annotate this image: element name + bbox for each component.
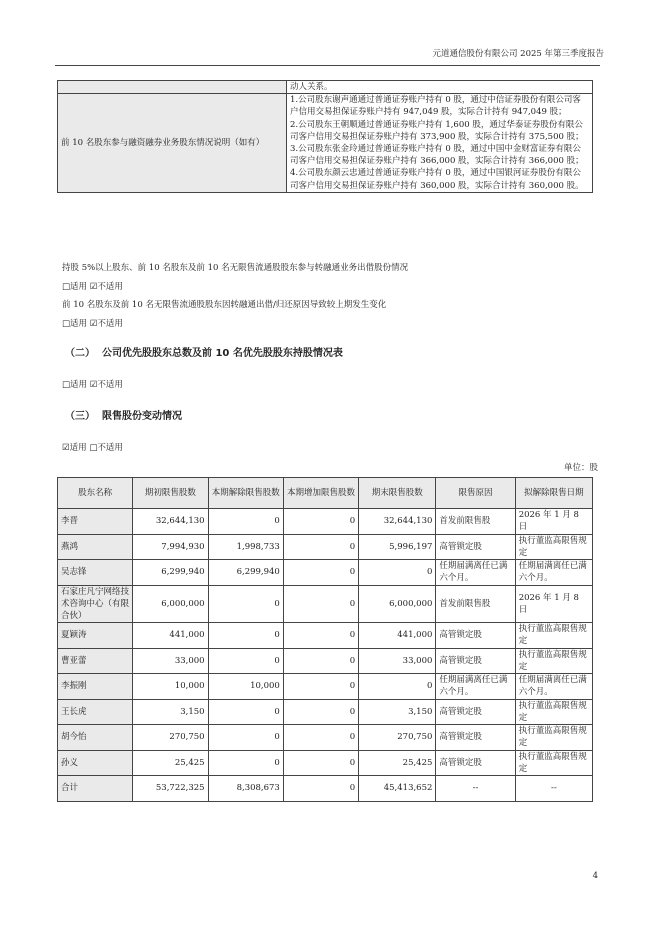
table-cell: 0 <box>208 750 283 776</box>
table-cell: 0 <box>208 725 283 751</box>
table-cell: 执行董监高限售规定 <box>515 750 592 776</box>
column-header: 期初限售股数 <box>133 478 208 509</box>
table-row <box>58 623 593 649</box>
table-cell: 33,000 <box>359 648 436 674</box>
shareholder-name: 石家庄凡宁网络技术咨询中心（有限合伙） <box>58 585 133 623</box>
table-cell: 首发前限售股 <box>436 585 515 623</box>
table-cell: 0 <box>283 674 358 700</box>
table-cell: 2026 年 1 月 8 日 <box>515 509 592 535</box>
table-cell: 高管锁定股 <box>436 623 515 649</box>
shareholder-name: 李振刚 <box>58 674 133 700</box>
shareholder-name: 王长虎 <box>58 699 133 725</box>
column-header: 拟解除限售日期 <box>515 478 592 509</box>
table-cell: 0 <box>283 648 358 674</box>
table-cell: 0 <box>283 750 358 776</box>
table-cell: 25,425 <box>133 750 208 776</box>
table-row <box>58 534 593 560</box>
column-header: 本期增加限售股数 <box>283 478 358 509</box>
table-cell: 高管锁定股 <box>436 750 515 776</box>
total-label: 合计 <box>58 776 133 802</box>
table-cell: 执行董监高限售规定 <box>515 699 592 725</box>
table-cell: 1,998,733 <box>208 534 283 560</box>
table-cell: 任期届满离任已满六个月。 <box>515 560 592 586</box>
section-number: （二） <box>65 348 95 359</box>
table-row <box>58 81 593 94</box>
table-cell: 高管锁定股 <box>436 648 515 674</box>
column-header: 股东名称 <box>58 478 133 509</box>
table-cell: 53,722,325 <box>133 776 208 802</box>
table-cell: 首发前限售股 <box>436 509 515 535</box>
page-number: 4 <box>592 870 598 881</box>
table-cell: 0 <box>283 534 358 560</box>
shareholder-name: 李晋 <box>58 509 133 535</box>
table-cell: 7,994,930 <box>133 534 208 560</box>
paragraph: 持股 5%以上股东、前 10 名股东及前 10 名无限售流通股股东参与转融通业务出借股份情况 <box>62 263 409 273</box>
table-cell: 0 <box>208 509 283 535</box>
section-heading <box>65 411 182 423</box>
table-header-row <box>58 478 593 509</box>
table-cell: 32,644,130 <box>359 509 436 535</box>
table-cell: 任期届满离任已满六个月。 <box>436 674 515 700</box>
paragraph: 前 10 名股东及前 10 名无限售流通股股东因转融通出借/归还原因导致较上期发生变化 <box>62 300 387 310</box>
checkbox-line: □适用 ☑不适用 <box>62 282 123 292</box>
table-cell: 0 <box>283 509 358 535</box>
table-cell: 0 <box>208 623 283 649</box>
margin-trading-table <box>57 80 593 193</box>
checkbox-line: □适用 ☑不适用 <box>62 319 123 329</box>
shareholder-name: 胡今怡 <box>58 725 133 751</box>
table-cell: 0 <box>283 560 358 586</box>
table-cell: 动人关系。 <box>287 81 593 94</box>
table-cell: 执行董监高限售规定 <box>515 623 592 649</box>
report-header-title: 元道通信股份有限公司 2025 年第三季度报告 <box>432 49 604 59</box>
table-row <box>58 648 593 674</box>
table-cell: 441,000 <box>359 623 436 649</box>
unit-label: 单位：股 <box>563 463 598 473</box>
table-cell: 270,750 <box>359 725 436 751</box>
table-cell: 高管锁定股 <box>436 699 515 725</box>
shareholder-name: 吴志锋 <box>58 560 133 586</box>
table-cell: 45,413,652 <box>359 776 436 802</box>
list-item: 1.公司股东谢声通通过普通证券账户持有 0 股，通过中信证券股份有限公司客户信用交易担保证券账户持有 947,049 股，实际合计持有 947,049 股； <box>290 95 581 118</box>
shareholder-name: 曹亚蕾 <box>58 648 133 674</box>
checkbox-line: ☑适用 □不适用 <box>62 443 123 453</box>
table-cell: 2026 年 1 月 8 日 <box>515 585 592 623</box>
section-title: 公司优先股股东总数及前 10 名优先股股东持股情况表 <box>101 348 343 359</box>
table-cell: 0 <box>208 648 283 674</box>
table-cell: 0 <box>283 725 358 751</box>
table-row <box>58 750 593 776</box>
table-cell: 0 <box>283 623 358 649</box>
table-cell: 6,000,000 <box>359 585 436 623</box>
table-cell: 0 <box>283 585 358 623</box>
table-cell: 25,425 <box>359 750 436 776</box>
table-cell: 0 <box>359 560 436 586</box>
table-cell: 33,000 <box>133 648 208 674</box>
list-item: 4.公司股东颜云忠通过普通证券账户持有 0 股，通过中国银河证券股份有限公司客户信用交易担保证券账户持有 360,000 股，实际合计持有 360,000 股。 <box>290 168 584 191</box>
table-row <box>58 509 593 535</box>
table-row <box>58 585 593 623</box>
table-row <box>58 674 593 700</box>
table-cell: 6,299,940 <box>208 560 283 586</box>
table-cell: 270,750 <box>133 725 208 751</box>
row-label: 前 10 名股东参与融资融券业务股东情况说明（如有） <box>58 94 287 193</box>
table-cell <box>58 81 287 94</box>
table-cell: 执行董监高限售规定 <box>515 725 592 751</box>
total-row <box>58 776 593 802</box>
table-cell: 高管锁定股 <box>436 725 515 751</box>
section-title: 限售股份变动情况 <box>101 411 182 422</box>
table-cell: 任期届满离任已满六个月。 <box>436 560 515 586</box>
section-heading <box>65 348 343 360</box>
shareholder-name: 夏颖涛 <box>58 623 133 649</box>
header-divider <box>55 65 600 66</box>
table-cell: 441,000 <box>133 623 208 649</box>
table-cell: 任期届满离任已满六个月。 <box>515 674 592 700</box>
section-number: （三） <box>65 411 95 422</box>
table-cell: 执行董监高限售规定 <box>515 648 592 674</box>
table-cell: 10,000 <box>133 674 208 700</box>
table-cell: 执行董监高限售规定 <box>515 534 592 560</box>
table-row <box>58 94 593 193</box>
column-header: 限售原因 <box>436 478 515 509</box>
row-content <box>287 94 593 193</box>
restricted-shares-table <box>57 477 593 802</box>
column-header: 本期解除限售股数 <box>208 478 283 509</box>
checkbox-line: □适用 ☑不适用 <box>62 380 123 390</box>
table-cell: 6,299,940 <box>133 560 208 586</box>
table-row <box>58 725 593 751</box>
shareholder-name: 燕鸿 <box>58 534 133 560</box>
table-cell: 3,150 <box>359 699 436 725</box>
column-header: 期末限售股数 <box>359 478 436 509</box>
list-item: 2.公司股东王朝顺通过普通证券账户持有 1,600 股，通过华泰证券股份有限公司客户信用交易担保证券账户持有 373,900 股，实际合计持有 375,500 股； <box>290 119 584 142</box>
table-cell: 32,644,130 <box>133 509 208 535</box>
table-cell: 5,996,197 <box>359 534 436 560</box>
table-cell: -- <box>436 776 515 802</box>
table-cell: 6,000,000 <box>133 585 208 623</box>
table-row <box>58 560 593 586</box>
table-cell: 0 <box>359 674 436 700</box>
table-cell: 0 <box>283 699 358 725</box>
table-cell: -- <box>515 776 592 802</box>
table-cell: 0 <box>208 699 283 725</box>
list-item: 3.公司股东张金玲通过普通证券账户持有 0 股，通过中国中金财富证券有限公司客户信用交易担保证券账户持有 366,000 股，实际合计持有 366,000 股； <box>290 144 584 167</box>
table-cell: 0 <box>208 585 283 623</box>
table-cell: 10,000 <box>208 674 283 700</box>
table-cell: 3,150 <box>133 699 208 725</box>
shareholder-name: 孙义 <box>58 750 133 776</box>
table-cell: 8,308,673 <box>208 776 283 802</box>
table-cell: 高管锁定股 <box>436 534 515 560</box>
table-row <box>58 699 593 725</box>
table-cell: 0 <box>283 776 358 802</box>
